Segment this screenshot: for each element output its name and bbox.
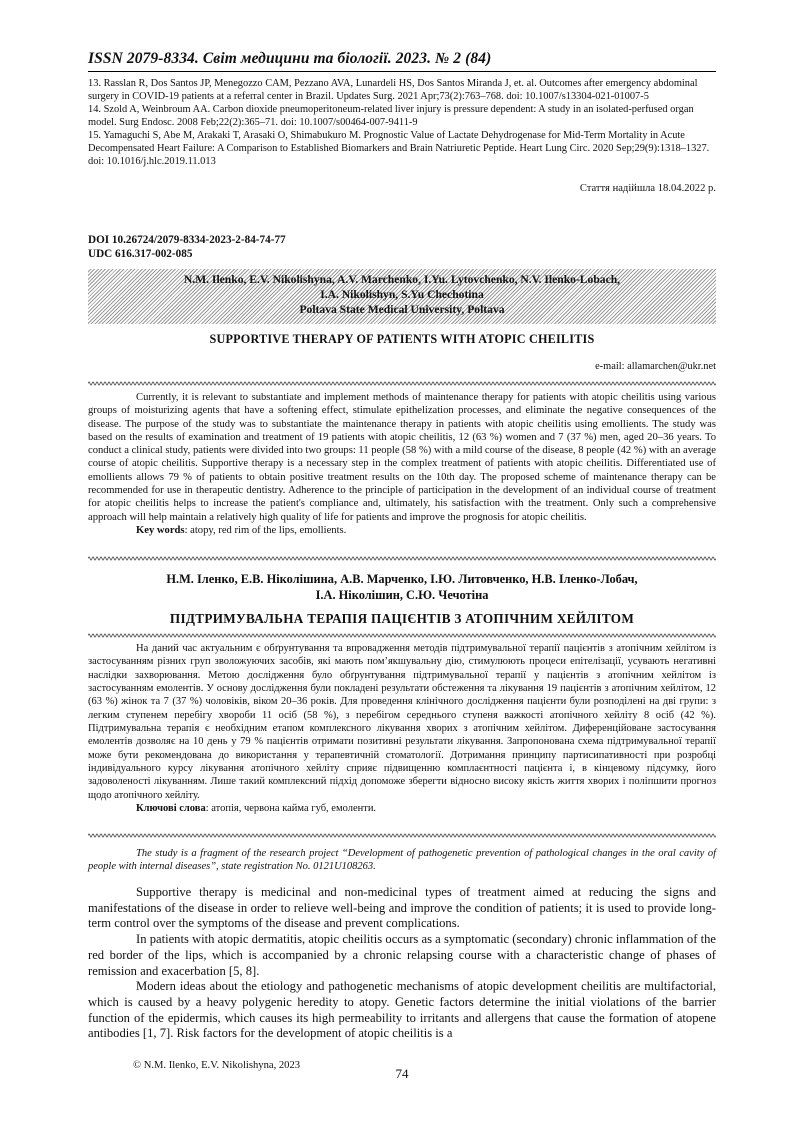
study-note [88,847,716,874]
doi: DOI 10.26724/2079-8334-2023-2-84-74-77 [88,234,286,246]
wave-divider-graphic [88,832,716,839]
keywords-ua [88,802,716,815]
body-text [88,885,716,1042]
abstract-ua-text: На даний час актуальним є обґрунтування та впровадження методів підтримувальної терапії пацієнтів з атопічним хейлітом із застосуванням різних груп зволожуючих засобів, які мають пом’якшувальну дію, стимулюють процеси епітелізації, усувають негативні наслідки захворювання. Метою дослідження було обґрунтування підтримувальної терапії у пацієнтів з атопічним хейлітом із застосуванням емолентів. У основу дослідження були покладені результати обстеження та лікування 19 пацієнтів з атопічним хейлітом, 12 (63 %) жінок та 7 (37 %) чоловіків, віком 20–36 років. Для проведення клінічного дослідження пацієнти були розподілені на дві групи: з легким ступенем перебігу хвороби 11 осіб (58 %), з перебігом середнього ступеня важкості атопічного хейліту 8 осіб (42 %). Підтримувальна терапія є необхідним етапом комплексного лікування хворих з атопічним хейлітом. Диференційоване застосування емолентів дозволяє на 10 день у 79 % пацієнтів отримати позитивні результати лікування. Запропонована схема підтримувальної терапії може бути рекомендована до використання у терапевтичній стоматології. Дотримання принципу партисипативності при розробці індивідуального курсу лікування атопічного хейліту сприяє підвищенню комплаєнтності пацієнта і, в кінцевому підсумку, його задоволеності лікуванням. Лише такий комплексний підхід допоможе зберегти відносно високу якість життя хворих і поліпшити прогноз щодо атопічного хейліту. [88,643,716,801]
keywords-en [88,524,716,537]
keywords-en-text: : atopy, red rim of the lips, emollients. [184,524,347,536]
authors-box-en [88,269,716,324]
reference-item: 14. Szold A, Weinbroum AA. Carbon dioxide pneumoperitoneum-related liver injury is pressure dependent: A study in an isolated-perfused organ model. Surg Endosc. 2008 Feb;22(2):365–71. doi: 10.1007/s00464-007-9411-9 [88,104,694,128]
wave-divider [88,832,716,839]
authors-ua [88,571,716,603]
authors-ua-line2: І.А. Ніколішин, С.Ю. Чечотіна [315,588,489,602]
abstract-ua [88,642,716,815]
wave-divider-graphic [88,555,716,562]
received-date: Стаття надійшла 18.04.2022 р. [579,183,716,194]
study-note-text: The study is a fragment of the research project “Development of pathogenetic prevention of pathological changes in the oral cavity of people with internal diseases”, state registration No. 0121U108263. [88,848,716,873]
affiliation: Poltava State Medical University, Poltava [299,303,505,316]
keywords-en-label: Key words [136,524,185,536]
wave-divider [88,632,716,639]
udc: UDC 616.317-002-085 [88,248,193,260]
contact-email: e-mail: allamarchen@ukr.net [595,361,716,372]
journal-header: ISSN 2079-8334. Світ медицини та біології. 2023. № 2 (84) [88,50,492,67]
abstract-en [88,391,716,537]
reference-item: 15. Yamaguchi S, Abe M, Arakaki T, Arasaki O, Shimabukuro M. Prognostic Value of Lactate Dehydrogenase for Mid-Term Mortality in Acute Decompensated Heart Failure: A Comparison to Established Biomarkers and Brain Natriuretic Peptide. Heart Lung Circ. 2020 Sep;29(9):1318–1327. doi: 10.1016/j.hlc.2019.11.013 [88,130,710,167]
keywords-ua-label: Ключові слова [136,803,206,815]
wave-divider [88,555,716,562]
keywords-ua-text: : атопія, червона кайма губ, емоленти. [205,803,377,815]
body-paragraph: In patients with atopic dermatitis, atopic cheilitis occurs as a symptomatic (secondary) chronic inflammation of the red border of the lips, which is accompanied by a chronic relapsing course with a characteristic change of phases of remission and exacerbation [5, 8]. [88,932,716,978]
reference-item: 13. Rasslan R, Dos Santos JP, Menegozzo CAM, Pezzano AVA, Lunardeli HS, Dos Santos Miranda J, et. al. Outcomes after emergency abdominal surgery in COVID-19 patients at a referral center in Brazil. Updates Surg. 2021 Apr;73(2):763–768. doi: 10.1007/s13304-021-01007-5 [88,78,698,102]
authors-en-line1: N.M. Ilenko, E.V. Nikolishyna, A.V. Marchenko, I.Yu. Lytovchenko, N.V. Ilenko-Lobach, [183,273,621,286]
header-rule [88,71,716,72]
wave-divider-graphic [88,380,716,387]
copyright: © N.M. Ilenko, E.V. Nikolishyna, 2023 [133,1060,301,1071]
references-list [88,77,716,168]
body-paragraph: Modern ideas about the etiology and pathogenetic mechanisms of atopic development cheilitis are multifactorial, which is caused by a heavy polygenic heredity to atopy. Genetic factors determine the initial violations of the barrier function of the epidermis, which causes its high permeability to irritants and allergens that cause the formation of atopene antibodies [1, 7]. Risk factors for the development of atopic cheilitis is a [88,979,716,1041]
authors-ua-line1: Н.М. Іленко, Е.В. Ніколішина, А.В. Марченко, І.Ю. Литовченко, Н.В. Іленко-Лобач, [166,572,638,586]
article-title-ua: ПІДТРИМУВАЛЬНА ТЕРАПІЯ ПАЦІЄНТІВ З АТОПІЧНИМ ХЕЙЛІТОМ [169,611,635,626]
authors-en-line2: I.A. Nikolishyn, S.Yu Chechotina [320,288,484,301]
page-number: 74 [395,1066,409,1081]
body-paragraph: Supportive therapy is medicinal and non-medicinal types of treatment aimed at reducing the signs and manifestations of the disease in order to relieve well-being and improve the condition of patients; it is used to provide long-term control over the symptoms of the disease and prevent complications. [88,885,716,931]
doi-block [88,233,286,261]
wave-divider [88,380,716,387]
wave-divider-graphic [88,632,716,639]
abstract-en-text: Currently, it is relevant to substantiate and implement methods of maintenance therapy for patients with atopic cheilitis using various groups of moisturizing agents that have a softening effect, stimulate epithelization processes, and eliminate the negative consequences of the disease. The purpose of the study was to substantiate the maintenance therapy in patients with atopic cheilitis using emollients. The study was based on the results of examination and treatment of 19 patients with atopic cheilitis, 12 (63 %) women and 7 (37 %) men, aged 20–36 years. To conduct a clinical study, patients were divided into two groups: 11 people (58 %) with a mild course of the disease, 8 people (42 %) with an average course of atopic cheilitis. Supportive therapy is a necessary step in the complex treatment of patients with atopic cheilitis. Differentiated use of emollients allows 79 % of patients to obtain positive treatment results on the 10th day. The proposed scheme of maintenance therapy can be recommended for use in therapeutic dentistry. Adherence to the principle of participation in the development of an individual course of treatment for atopic cheilitis helps to increase the patient's compliance and, ultimately, his satisfaction with the treatment. Only such a comprehensive approach will help maintain a relatively high quality of life for patients and improve the prognosis for atopic cheilitis. [88,392,716,523]
article-title-en: SUPPORTIVE THERAPY OF PATIENTS WITH ATOPIC CHEILITIS [209,332,595,346]
